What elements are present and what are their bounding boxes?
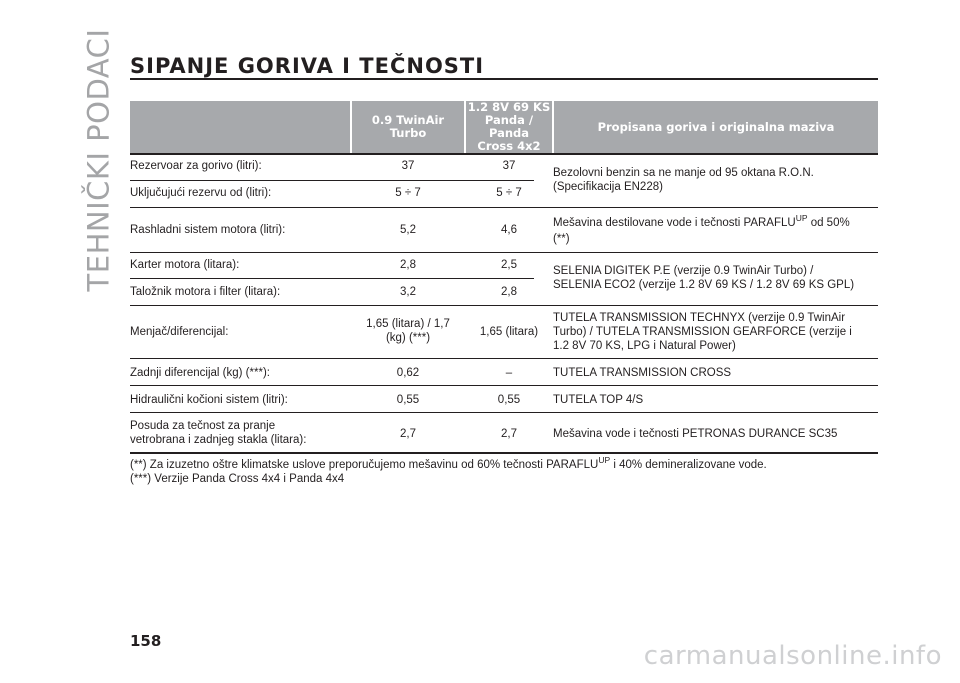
value-12-oil-sump: 2,5: [501, 259, 517, 271]
row-divider: [130, 153, 878, 155]
header-cell-fluids: Propisana goriva i originalna maziva: [554, 101, 878, 153]
header-cell-twinair: [352, 101, 464, 153]
spec-coolant-sup: UP: [795, 213, 808, 223]
page-heading: SIPANJE GORIVA I TEČNOSTI: [130, 54, 485, 78]
row-divider: [130, 385, 878, 386]
row-label-washer-line1: Posuda za tečnost za pranje: [130, 420, 276, 432]
footnote-2: (***) Verzije Panda Cross 4x4 i Panda 4x4: [130, 473, 345, 485]
row-label-rear-diff: Zadnji diferencijal (kg) (***):: [130, 367, 270, 379]
value-12-gearbox: 1,65 (litara): [479, 326, 539, 338]
spec-coolant-post: od 50%: [807, 217, 850, 229]
row-label-coolant: Rashladni sistem motora (litri):: [130, 224, 286, 236]
spec-coolant-line1: [553, 213, 850, 230]
row-label-brake: Hidraulični kočioni sistem (litri):: [130, 394, 288, 406]
value-twinair-brake: 0,55: [396, 394, 420, 406]
section-side-title-text: TEHNIČKI PODACI: [81, 28, 115, 292]
spec-coolant-text: Mešavina destilovane vode i tečnosti PARAFLU: [553, 217, 796, 229]
footnote-1: [130, 455, 767, 472]
row-label-reserve: Uključujući rezervu od (litri):: [130, 187, 272, 199]
header-12-line3: Cross 4x2: [477, 139, 541, 153]
row-divider-partial: [130, 278, 534, 279]
section-side-title: [81, 28, 115, 292]
header-twinair-line1: 0.9 TwinAir: [371, 113, 445, 127]
header-cell-12-8v: [466, 101, 552, 153]
page-number: 158: [130, 632, 162, 650]
row-divider: [130, 412, 878, 413]
value-12-rear-diff: –: [505, 367, 513, 379]
row-divider: [130, 358, 878, 359]
value-twinair-gearbox-line2: (kg) (***): [385, 332, 431, 344]
spec-gearbox-line3: 1.2 8V 70 KS, LPG i Natural Power): [553, 340, 736, 352]
value-12-reserve: 5 ÷ 7: [496, 187, 522, 199]
value-twinair-coolant: 5,2: [400, 224, 416, 236]
value-12-oil-filter: 2,8: [501, 286, 517, 298]
row-divider: [130, 207, 878, 208]
header-twinair-line2: Turbo: [389, 126, 427, 140]
spec-gearbox-line2: Turbo) / TUTELA TRANSMISSION GEARFORCE (verzije i: [553, 326, 852, 338]
value-12-fuel-tank: 37: [502, 160, 516, 172]
footnote-1-post: i 40% demineralizovane vode.: [610, 459, 767, 471]
header-12-line1: 1.2 8V 69 KS: [467, 100, 551, 114]
table-header-row: [130, 101, 878, 153]
row-label-gearbox: Menjač/diferencijal:: [130, 326, 229, 338]
spec-fuel-line2: (Specifikacija EN228): [553, 181, 663, 193]
spec-oil-line2: SELENIA ECO2 (verzije 1.2 8V 69 KS / 1.2 8V 69 KS GPL): [553, 279, 855, 291]
row-divider: [130, 305, 878, 306]
row-label-oil-sump: Karter motora (litara):: [130, 259, 240, 271]
value-twinair-oil-filter: 3,2: [400, 286, 416, 298]
spec-brake: TUTELA TOP 4/S: [553, 394, 644, 406]
footnote-1-text: (**) Za izuzetno oštre klimatske uslove preporučujemo mešavinu od 60% tečnosti PARAFLU: [130, 459, 599, 471]
value-twinair-oil-sump: 2,8: [400, 259, 416, 271]
row-divider-partial: [130, 180, 534, 181]
footnote-1-sup: UP: [598, 455, 611, 465]
header-12-line2: Panda / Panda: [484, 113, 534, 140]
row-label-oil-filter: Taložnik motora i filter (litara):: [130, 286, 281, 298]
row-divider: [130, 452, 878, 454]
watermark: carmanualsonline.info: [643, 641, 942, 671]
spec-fuel-line1: Bezolovni benzin sa ne manje od 95 oktana R.O.N.: [553, 167, 814, 179]
value-twinair-reserve: 5 ÷ 7: [395, 187, 421, 199]
spec-coolant-line2: (**): [553, 233, 570, 245]
spec-oil-line1: SELENIA DIGITEK P.E (verzije 0.9 TwinAir Turbo) /: [553, 265, 814, 277]
row-divider: [130, 252, 878, 253]
value-twinair-rear-diff: 0,62: [396, 367, 420, 379]
spec-washer: Mešavina vode i tečnosti PETRONAS DURANCE SC35: [553, 428, 838, 440]
value-12-brake: 0,55: [497, 394, 521, 406]
value-twinair-fuel-tank: 37: [401, 160, 415, 172]
row-label-washer-line2: vetrobrana i zadnjeg stakla (litara):: [130, 434, 307, 446]
value-12-washer: 2,7: [501, 428, 517, 440]
value-12-coolant: 4,6: [501, 224, 517, 236]
value-twinair-washer: 2,7: [400, 428, 416, 440]
value-twinair-gearbox-line1: 1,65 (litara) / 1,7: [366, 318, 450, 330]
heading-rule: [130, 78, 878, 80]
spec-gearbox-line1: TUTELA TRANSMISSION TECHNYX (verzije 0.9 TwinAir: [553, 312, 846, 324]
spec-rear-diff: TUTELA TRANSMISSION CROSS: [553, 367, 732, 379]
row-label-fuel-tank: Rezervoar za gorivo (litri):: [130, 160, 262, 172]
header-cell-parameter: [130, 101, 350, 153]
